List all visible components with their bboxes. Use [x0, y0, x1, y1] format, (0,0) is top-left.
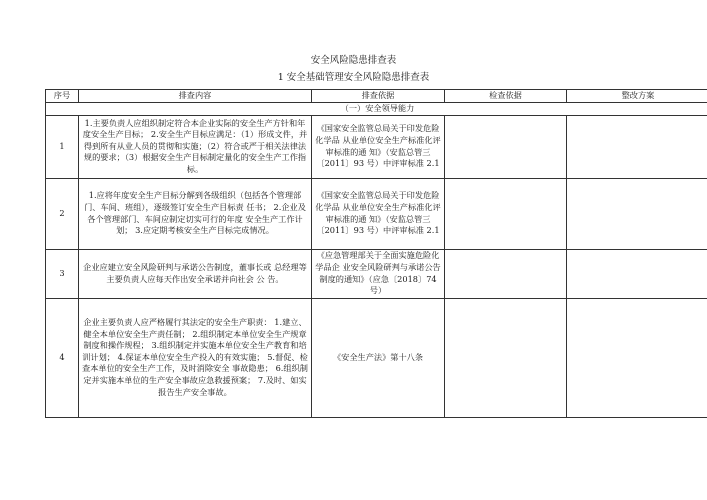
row-no: 2 [46, 178, 79, 249]
table-row [46, 249, 707, 298]
table-row [46, 178, 707, 249]
row-basis: 《应急管理部关于全面实施危险化学品企 业安全风险研判与承诺公告制度的通知》（应急〔2018〕74 号） [312, 249, 445, 298]
row-content: 1.主要负责人应组织制定符合本企业实际的安全生产方针和年度安全生产目标； 2.安全生产目标应满足：（1）形成文件，并得到所有从业人员的贯彻和实施；（2）符合或严于相关法律法规的要求；（3）根据安全生产目标制定量化的安全生产工作指标。 [79, 115, 312, 178]
row-content: 企业主要负责人应严格履行其法定的安全生产职责： 1.建立、健全本单位安全生产责任制； 2.组织制定本单位安全生产规章制度和操作规程； 3.组织制定并实施本单位安全生产教育和培训计划； 4.保证本单位安全生产投入的有效实施； 5.督促、检查本单位的安全生产工作，及时消除安全 事故隐患； 6.组织制定并实施本单位的生产安全事故应急救援预案； 7.及时、如实报告生产安全事故。 [79, 298, 312, 417]
row-check [445, 115, 567, 178]
row-basis: 《国家安全监管总局关于印发危险化学品 从业单位安全生产标准化评审标准的通 知》（安监总管三〔2011〕93 号）中评审标准 2.1 [312, 178, 445, 249]
row-basis: 《安全生产法》第十八条 [312, 298, 445, 417]
row-no: 1 [46, 115, 79, 178]
row-check [445, 249, 567, 298]
section-row [46, 102, 707, 115]
header-content: 排查内容 [79, 90, 312, 103]
table-header-row [46, 90, 707, 103]
document-title: 安全风险隐患排查表 [310, 55, 397, 66]
row-check [445, 178, 567, 249]
header-no: 序号 [46, 90, 79, 103]
row-no: 4 [46, 298, 79, 417]
row-rectify [567, 298, 707, 417]
row-rectify [567, 249, 707, 298]
inspection-table [45, 89, 707, 418]
row-no: 3 [46, 249, 79, 298]
row-basis: 《国家安全监管总局关于印发危险化学品 从业单位安全生产标准化评审标准的通 知》（安监总管三〔2011〕93 号）中评审标准 2.1 [312, 115, 445, 178]
table-row [46, 298, 707, 417]
header-check: 检查依据 [445, 90, 567, 103]
row-content: 1.应将年度安全生产目标分解到各级组织（包括各个管理部门、车间、班组），逐级签订安全生产目标责 任书； 2.企业及各个管理部门、车间应制定切实可行的年度 安全生产工作计划； 3.应定期考核安全生产目标完成情况。 [79, 178, 312, 249]
row-content: 企业应建立安全风险研判与承诺公告制度，董事长或 总经理等主要负责人应每天作出安全承诺并向社会 公 告。 [79, 249, 312, 298]
row-check [445, 298, 567, 417]
header-basis: 排查依据 [312, 90, 445, 103]
row-rectify [567, 115, 707, 178]
table-row [46, 115, 707, 178]
header-rectify: 整改方案 [567, 90, 707, 103]
section-title: （一）安全领导能力 [46, 102, 707, 115]
document-subtitle: 1 安全基础管理安全风险隐患排查表 [277, 72, 430, 83]
row-rectify [567, 178, 707, 249]
